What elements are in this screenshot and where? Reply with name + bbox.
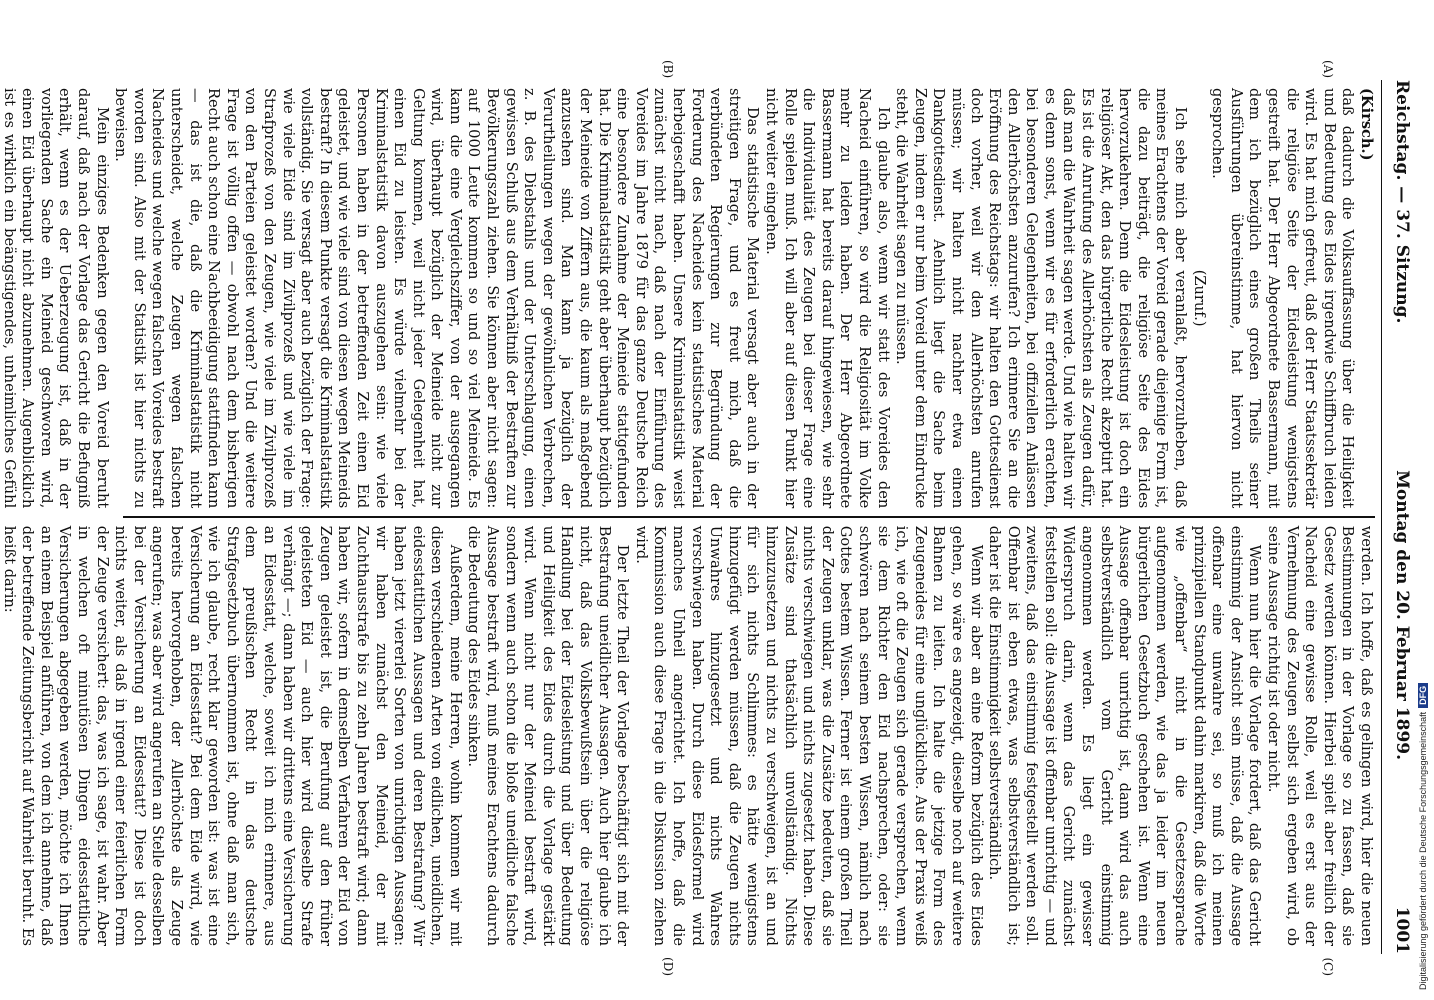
speaker-name: (Kirsch.) [1358, 88, 1375, 161]
printed-page [0, 60, 1412, 976]
page-number: 1001 [1392, 906, 1412, 954]
paragraph: Mein einziges Bedenken gegen den Voreid beruht darauf, daß nach der Vorlage das Gericht die Befugniß erhält, wenn es der Ueberzeugung ist, daß in der vorliegenden Sache ein Meineid geschworen wird, einen Eid überhaupt nicht abzunehmen. Augenblicklich ist es wirklich ein beängstigendes, unheimliches Gefühl [0, 88, 111, 509]
running-head-left: Reichstag. — 37. Sitzung. [1392, 80, 1412, 324]
paragraph: daß dadurch die Volksauffassung über die Heiligkeit und Bedeutung des Eides irgendwie Schiffbruch leiden wird. Es hat mich gefreut, daß der Herr Staatssekretär die religiöse Seite der Eidesleistung wenigstens gestreift hat. Der Herr Abgeordnete Bassermann, mit dem ich bezüglich eines großen Theils seiner Ausführungen übereinstimme, hat hiervon nicht gesprochen. [1209, 88, 1357, 509]
interjection: (Zuruf.) [1190, 269, 1208, 327]
paragraph: Das statistische Material versagt aber auch in der streitigen Frage, und es freut mich, daß die verbündeten Regierungen zur Begründung der Forderung des Nacheides kein statistisches Material herbeigeschafft haben. Unsere Kriminalstatistik weist zunächst nicht nach, daß nach der Einführung des Voreides im Jahre 1879 für das ganze Deutsche Reich eine besondere Zunahme der Meineide stattgefunden hat. Die Kriminalstatistik geht aber überhaupt bezüglich der Meineide von Ziffern aus, die kaum als maßgebend anzusehen sind. Man kann ja bezüglich der Verurtheilungen wegen der gewöhnlichen Verbrechen, z. B. des Diebstahls und der Unterschlagung, einen gewissen Schluß aus dem Verhältniß der Bestraften zur Bevölkerungszahl ziehen. Sie können aber nicht sagen: auf 1000 Leute kommen so und so viel Meineide. Es kann die eine Vergleichsziffer, von der ausgegangen wird, überhaupt bezüglich der Meineide nicht zur Geltung kommen, weil nicht jeder Gelegenheit hat, einen Eid zu leisten. Es würde vielmehr bei der Kriminalstatistik davon auszugehen sein: wie viele Personen haben in der betreffenden Zeit einen Eid geleistet, und wie viele sind von diesen wegen Meineids bestraft? In diesem Punkte versagt die Kriminalstatistik vollständig. Sie versagt aber auch bezüglich der Frage: wie viele Eide sind im Zivilprozeß und wie viele im Strafprozeß von den Zeugen, wie viele im Zivilprozeß von den Parteien geleistet worden? Und die weitere Frage ist völlig offen — obwohl nach dem bisherigen Recht auch schon eine Nachbeeidigung stattfinden kann — das ist die, daß die Kriminalstatistik nicht unterscheidet, welche Zeugen wegen falschen Nacheides und welche wegen falschen Voreides bestraft worden sind. Also mit der Statistik ist hier nichts zu beweisen. [112, 88, 762, 509]
paragraph: Der letzte Theil der Vorlage beschäftigt sich mit der Bestrafung uneidlicher Aussagen. Auch hier glaube ich nicht, daß das Volksbewußtsein über die religiöse Handlung bei der Eidesleistung und über Bedeutung und Heiligkeit des Eides durch die Vorlage gestärkt wird. Wenn nicht nur der Meineid bestraft wird, sondern wenn auch schon die bloße uneidliche falsche Aussage bestraft wird, muß meines Erachtens dadurch die Bedeutung des Eides sinken. [465, 525, 632, 946]
right-column [0, 518, 1375, 954]
paragraph: Wenn wir aber an eine Reform bezüglich des Eides gehen, so wäre es angezeigt, dieselbe noch auf weitere Bahnen zu leiten. Ich halte die jetzige Form des Zeugeneides für eine unglückliche. Aus der Praxis weiß ich, wie oft die Zeugen sich gerade versprechen, wenn sie dem Richter den Eid nachsprechen, oder: sie schwören nach seinem besten Wissen, nämlich nach Gottes bestem Wissen. Ferner ist einem großen Theil der Zeugen unklar, was die Zusätze bedeuten, daß sie nichts verschwiegen und nichts zugesetzt haben. Diese Zusätze sind thatsächlich unvollständig. Nichts hinzuzusetzen und nichts zu verschweigen, ist an und für sich nichts Schlimmes: es hätte wenigstens hinzugefügt werden müssen, daß die Zeugen nichts Unwahres hinzugesetzt und nichts Wahres verschwiegen haben. Durch diese Eidesformel wird manches Unheil angerichtet. Ich hoffe, daß die Kommission auch diese Frage in die Diskussion ziehen wird. [632, 525, 985, 946]
paragraph: Außerdem, meine Herren, wohin kommen wir mit diesen verschiedenen Arten von eidlichen, uneidlichen, eidesstattlichen Aussagen und deren Bestrafung? Wir haben jetzt viererlei Sorten von unrichtigen Aussagen: wir haben zunächst den Meineid, der mit Zuchthausstrafe bis zu zehn Jahren bestraft wird; dann haben wir, sofern in demselben Verfahren der Eid von Zeugen geleistet ist, die Berufung auf den früher geleisteten Eid — auch hier wird dieselbe Strafe verhängt —; dann haben wir drittens eine Versicherung an Eidesstatt, welche, soweit ich mich erinnere, aus dem preußischen Recht in das deutsche Strafgesetzbuch übernommen ist, ohne daß man sich, wie ich glaube, recht klar geworden ist: was ist eine Versicherung an Eidesstatt? Bei dem Eide wird, wie bereits hervorgehoben, der Allerhöchste als Zeuge angerufen; was aber wird angerufen an Stelle desselben bei der Versicherung an Eidesstatt? Diese ist doch nichts weiter, als daß in irgend einer feierlichen Form der Zeuge versichert: das, was ich sage, ist wahr. Aber in welchen oft minutiösen Dingen eidesstattliche Versicherungen abgegeben werden, möchte ich Ihnen an einem Beispiel anführen, von dem ich annehme, daß der betreffende Zeitungsbericht auf Wahrheit beruht. Es heißt darin: [0, 525, 464, 946]
margin-letter-b: (B) [661, 60, 675, 79]
left-column [0, 80, 1375, 516]
margin-letter-a: (A) [1321, 60, 1335, 79]
margin-letter-d: (D) [661, 957, 675, 976]
paragraph: Wenn nun hier die Vorlage fordert, daß das Gericht einstimmig der Ansicht sein müsse, daß die Aussage offenbar eine unwahre sei, so muß ich meinen prinzipiellen Standpunkt dahin markiren, daß die Worte wie „offenbar“ nicht in die Gesetzessprache aufgenommen werden, wie das ja leider im neuen bürgerlichen Gesetzbuch geschehen ist. Wenn eine Aussage offenbar unrichtig ist, dann wird das auch selbstverständlich vom Gericht einstimmig angenommen werden. Es liegt ein gewisser Widerspruch darin, wenn das Gericht zunächst feststellen soll: die Aussage ist offenbar unrichtig — und zweitens, daß das einstimmig festgestellt werden soll. Offenbar ist eben etwas, was selbstverständlich ist; daher ist die Einstimmigkeit selbstverständlich. [986, 525, 1264, 946]
running-head [1381, 80, 1412, 954]
dfg-logo: DFG [1418, 683, 1428, 708]
credit-text: Digitalisierung gefördert durch die Deutsche Forschungsgemeinschaft [1418, 711, 1428, 990]
paragraph: werden. Ich hoffe, daß es gelingen wird, hier die neuen Bestimmungen in der Vorlage so zu fassen, daß sie Gesetz werden können. Hierbei spielt aber freilich der Nacheid eine gewisse Rolle, weil es erst aus der Vernehmung des Zeugen selbst sich ergeben wird, ob seine Aussage richtig ist oder nicht. [1265, 525, 1375, 946]
text-columns [0, 60, 1375, 976]
digitization-credit [1418, 0, 1428, 990]
margin-letter-c: (C) [1321, 957, 1335, 976]
paragraph: Ich glaube also, wenn wir statt des Voreides den Nacheid einführen, so wird die Religiosität im Volke mehr zu leiden haben. Der Herr Abgeordnete Bassermann hat bereits darauf hingewiesen, wie sehr die Individualität des Zeugen bei dieser Frage eine Rolle spielen muß. Ich will aber auf diesen Punkt hier nicht weiter eingehen. [763, 88, 892, 509]
running-head-date: Montag den 20. Februar 1899. [1392, 470, 1412, 761]
paragraph: Ich sehe mich aber veranlaßt, hervorzuheben, daß meines Erachtens der Voreid gerade diejenige Form ist, die dazu beiträgt, die religiöse Seite des Eides hervorzukehren. Denn die Eidesleistung ist doch ein religiöser Akt, den das bürgerliche Recht akzeptirt hat. Es ist die Anrufung des Allerhöchsten als Zeugen dafür, daß man die Wahrheit sagen werde. Und wie halten wir es denn sonst, wenn wir es für erforderlich erachten, bei besonderen Gelegenheiten, bei offiziellen Anlässen den Allerhöchsten anzurufen? Ich erinnere Sie an die Eröffnung des Reichstags: wir halten den Gottesdienst doch vorher, weil wir den Allerhöchsten anrufen müssen; wir halten nicht nachher etwa einen Dankgottesdienst. Aehnlich liegt die Sache beim Zeugen, indem er nur beim Voreid unter dem Eindrucke steht, die Wahrheit sagen zu müssen. [893, 88, 1190, 509]
